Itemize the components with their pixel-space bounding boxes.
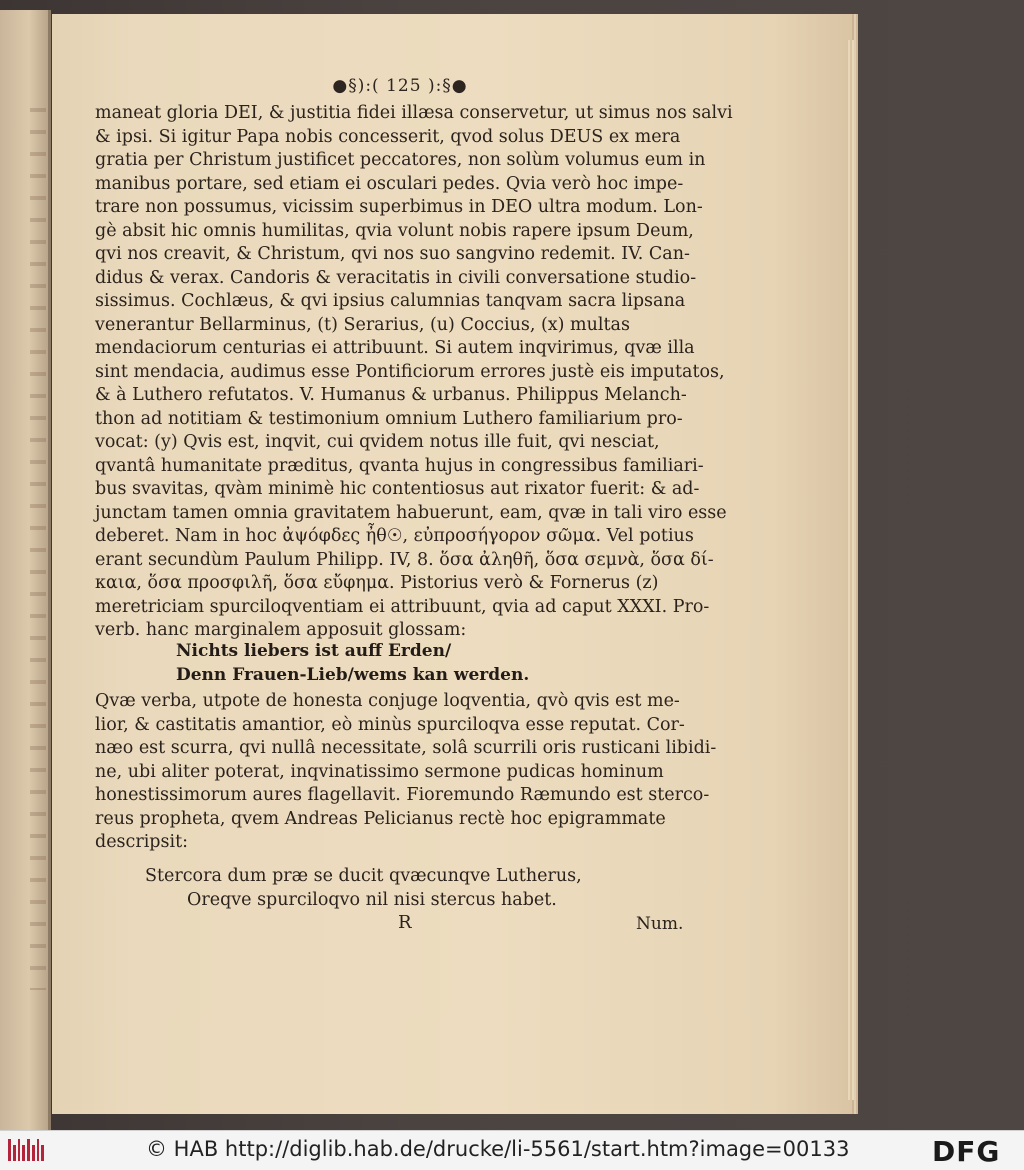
text-line: thon ad notitiam & testimonium omnium Luthero familiarium pro-: [95, 408, 683, 429]
page-edge: [846, 40, 854, 1100]
text-line: Qvæ verba, utpote de honesta conjuge loqventia, qvò qvis est me-: [95, 691, 680, 711]
epigram-line: Oreqve spurciloqvo nil nisi stercus habet.: [187, 890, 557, 910]
text-line: maneat gloria DEI, & justitia fidei illæsa conservetur, ut simus nos salvi: [95, 103, 733, 123]
text-line: junctam tamen omnia gravitatem habuerunt, eam, qvæ in tali viro esse: [95, 502, 727, 523]
signature-mark: R: [398, 912, 412, 933]
text-line: erant secundùm Paulum Philipp. IV, 8. ὅσα ἀληθῆ, ὅσα σεμνὰ, ὅσα δί-: [95, 549, 714, 570]
text-line: descripsit:: [95, 832, 189, 852]
footer-bar: [0, 1130, 1024, 1170]
left-page-edge: [0, 10, 51, 1130]
text-line: didus & verax. Candoris & veracitatis in civili conversatione studio-: [95, 267, 697, 288]
dfg-logo: DFG: [932, 1135, 1001, 1168]
text-line: sint mendacia, audimus esse Pontificiorum errores justè eis imputatos,: [95, 361, 725, 382]
epigram: [145, 864, 582, 912]
text-line: manibus portare, sed etiam ei osculari pedes. Qvia verò hoc impe-: [95, 173, 684, 194]
left-page-stub: [30, 90, 46, 990]
text-line: & ipsi. Si igitur Papa nobis concesserit, qvod solus DEUS ex mera: [95, 126, 681, 147]
text-line: καια, ὅσα προσφιλῆ, ὅσα εὔφημα. Pistorius verò & Fornerus (z): [95, 573, 659, 593]
text-line: & à Luthero refutatos. V. Humanus & urbanus. Philippus Melanch-: [95, 385, 687, 405]
text-line: qvi nos creavit, & Christum, qvi nos suo sangvino redemit. IV. Can-: [95, 244, 690, 264]
text-line: mendaciorum centurias ei attribuunt. Si autem inqvirimus, qvæ illa: [95, 338, 695, 358]
text-line: næo est scurra, qvi nullâ necessitate, solâ scurrili oris rusticani libidi-: [95, 738, 717, 758]
text-line: vocat: (y) Qvis est, inqvit, cui qvidem notus ille fuit, qvi nesciat,: [95, 432, 660, 452]
text-line: gè absit hic omnis humilitas, qvia volunt nobis rapere ipsum Deum,: [95, 220, 694, 241]
text-line: ne, ubi aliter poterat, inqvinatissimo sermone pudicas hominum: [95, 761, 664, 782]
body-text-2: [95, 690, 717, 855]
copyright-link[interactable]: © HAB http://diglib.hab.de/drucke/li-5561/start.htm?image=00133: [146, 1137, 850, 1161]
text-line: honestissimorum aures flagellavit. Fioremundo Ræmundo est sterco-: [95, 785, 710, 805]
text-line: lior, & castitatis amantior, eò minùs spurciloqva esse reputat. Cor-: [95, 714, 685, 735]
fraktur-verse: [176, 640, 529, 687]
text-line: qvantâ humanitate præditus, qvanta hujus in congressibus familiari-: [95, 455, 704, 476]
hab-logo-icon: [8, 1139, 44, 1161]
text-line: meretriciam spurciloqventiam ei attribuunt, qvia ad caput XXXI. Pro-: [95, 596, 710, 617]
text-line: deberet. Nam in hoc ἀψόφδες ἦθ☉, εὐπροσήγορον σῶμα. Vel potius: [95, 526, 694, 546]
text-line: venerantur Bellarminus, (t) Serarius, (u) Coccius, (x) multas: [95, 314, 630, 335]
catchword: Num.: [636, 914, 684, 934]
text-line: trare non possumus, vicissim superbimus in DEO ultra modum. Lon-: [95, 197, 703, 217]
text-line: verb. hanc marginalem apposuit glossam:: [95, 620, 467, 640]
text-line: bus svavitas, qvàm minimè hic contentiosus aut rixator fuerit: & ad-: [95, 479, 700, 499]
text-line: reus propheta, qvem Andreas Pelicianus rectè hoc epigrammate: [95, 808, 666, 829]
body-text: [95, 102, 733, 643]
page-header: ●§):( 125 ):§●: [332, 76, 468, 96]
fraktur-line: Denn Frauen-Lieb/wems kan werden.: [176, 664, 530, 685]
epigram-line: Stercora dum præ se ducit qvæcunqve Lutherus,: [145, 866, 582, 886]
fraktur-line: Nichts liebers ist auff Erden/: [176, 641, 452, 661]
text-line: sissimus. Cochlæus, & qvi ipsius calumnias tanqvam sacra lipsana: [95, 291, 686, 311]
text-line: gratia per Christum justificet peccatores, non solùm volumus eum in: [95, 150, 706, 170]
